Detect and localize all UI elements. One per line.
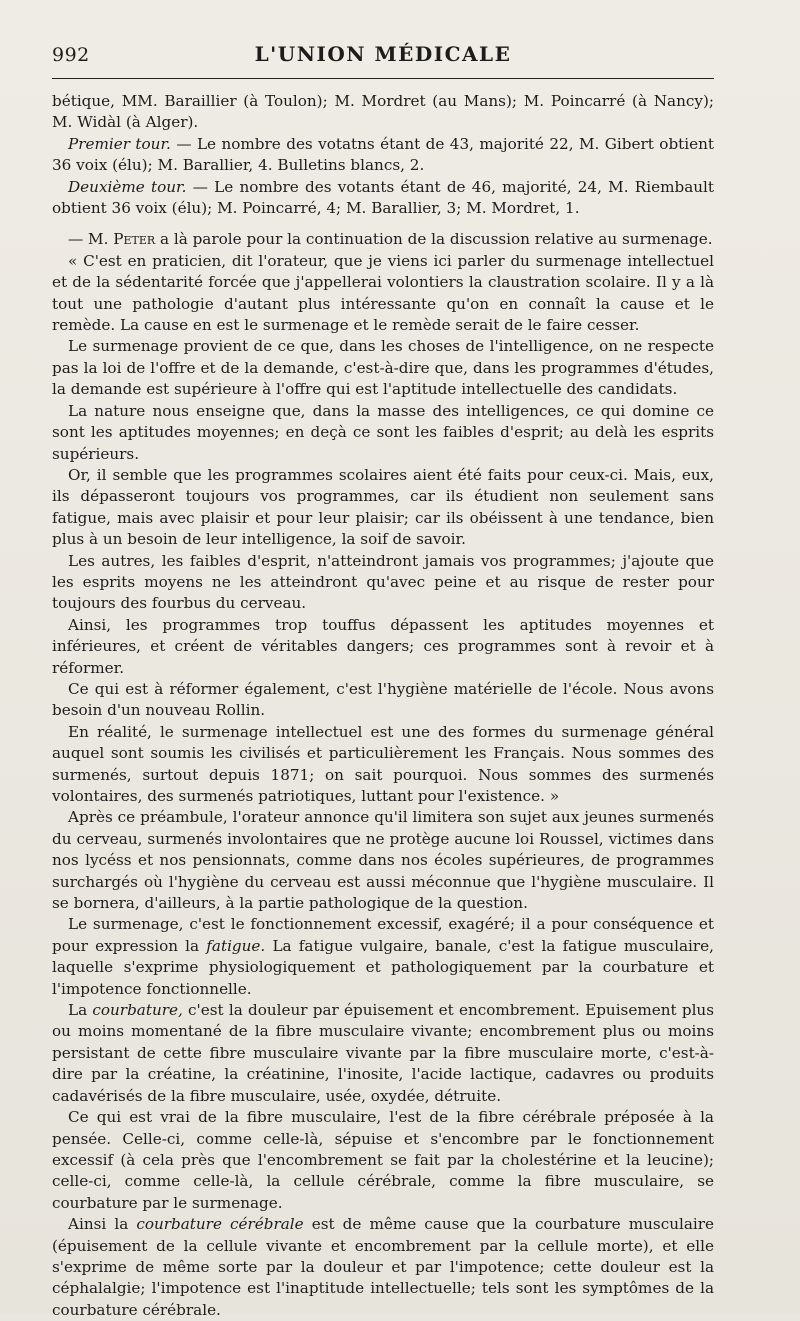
courbature-paragraph xyxy=(52,1000,714,1107)
final-paragraph xyxy=(52,1214,714,1321)
paragraph: Ce qui est à réformer également, c'est l'hygiène matérielle de l'école. Nous avons besoin d'un nouveau Rollin. xyxy=(52,679,714,720)
peter-text: a là parole pour la continuation de la discussion relative au surmenage. xyxy=(155,230,713,249)
final-text-before: Ainsi la xyxy=(68,1215,137,1234)
paragraph: Or, il semble que les programmes scolaires aient été faits pour ceux-ci. Mais, eux, ils dépasseront toujours vos programmes, car ils étudient non seulement sans fatigue, mais avec plaisir et pour leur plaisir; car ils obéissent à une tendance, bien plus à un besoin de leur intelligence, la soif de savoir. xyxy=(52,465,714,549)
second-round-text: — Le nombre des votants étant de 46, majorité, 24, M. Riembault obtient 36 voix (élu); M. Poincarré, 4; M. Barallier, 3; M. Mordret, 1. xyxy=(52,177,714,218)
fatigue-text-before: Le surmenage, c'est le fonctionnement excessif, exagéré; il a pour conséquence et pour expression la xyxy=(52,915,714,955)
fatigue-term: fatigue. xyxy=(206,936,266,955)
running-title: L'UNION MÉDICALE xyxy=(254,42,512,66)
second-round-label: Deuxième tour. xyxy=(68,177,187,196)
page-number: 992 xyxy=(52,44,90,66)
fatigue-paragraph xyxy=(52,914,714,1000)
paragraph: Après ce préambule, l'orateur annonce qu'il limitera son sujet aux jeunes surmenés du cerveau, surmenés involontaires que ne protège aucune loi Roussel, victimes dans nos lycéss et nos pensionnats, comme dans nos écoles supérieures, de programmes surchargés où l'hygiène du cerveau est aussi méconnue que l'hygiène musculaire. Il se bornera, d'ailleurs, à la partie pathologique de la question. xyxy=(52,808,714,913)
election-result-line: bétique, MM. Baraillier (à Toulon); M. Mordret (au Mans); M. Poincarré (à Nancy); M. Widàl (à Alger). xyxy=(52,92,714,132)
courbature-text-before: La xyxy=(68,1001,93,1020)
peter-paragraph xyxy=(52,229,714,250)
final-text-after: est de même cause que la courbature musculaire (épuisement de la cellule vivante et encombrement par la cellule morte), et elle s'exprime de même sorte par la douleur et par l'impotence; cette douleur est la céphalalgie; l'impotence est l'inaptitude intellectuelle; tels sont les symptômes de la courbature cérébrale. xyxy=(52,1215,715,1319)
second-round-paragraph xyxy=(52,177,714,220)
courbature-cerebrale-term: courbature cérébrale xyxy=(136,1215,304,1234)
body-text xyxy=(52,91,714,1321)
courbature-term: courbature, xyxy=(92,1001,183,1020)
page-header xyxy=(52,38,714,79)
first-round-text: — Le nombre des votatns étant de 43, majorité 22, M. Gibert obtient 36 voix (élu); M. Barallier, 4. Bulletins blancs, 2. xyxy=(52,134,714,175)
fibre-paragraph: Ce qui est vrai de la fibre musculaire, l'est de la fibre cérébrale préposée à la pensée. Celle-ci, comme celle-là, sépuise et s'encombre par le fonctionnement excessif (à cela près que l'encombrement se fait par la cholestérine et la leucine); celle-ci, comme celle-là, la cellule cérébrale, comme la fibre musculaire, se courbature par le surmenage. xyxy=(52,1108,714,1212)
first-round-paragraph xyxy=(52,134,714,177)
fatigue-text-after: La fatigue vulgaire, banale, c'est la fatigue musculaire, laquelle s'exprime physiologiquement et pathologiquement par la courbature et l'impotence fonctionnelle. xyxy=(52,936,714,998)
paragraph: Les autres, les faibles d'esprit, n'atteindront jamais vos programmes; j'ajoute que les esprits moyens ne les atteindront qu'avec peine et au risque de rester pour toujours des fourbus du cerveau. xyxy=(52,551,714,613)
peter-prefix: — M. xyxy=(68,230,114,249)
paragraph: Ainsi, les programmes trop touffus dépassent les aptitudes moyennes et inférieures, et créent de véritables dangers; ces programmes sont à revoir et à réformer. xyxy=(52,615,714,677)
paragraph: « C'est en praticien, dit l'orateur, que je viens ici parler du surmenage intellectuel et de la sédentarité forcée que j'appellerai volontiers la claustration scolaire. Il y a là tout une pathologie d'autant plus intéressante qu'on en connaît la cause et le remède. La cause en est le surmenage et le remède serait de le faire cesser. xyxy=(52,251,714,335)
first-round-label: Premier tour. xyxy=(68,134,171,153)
courbature-text-after: c'est la douleur par épuisement et encombrement. Epuisement plus ou moins momentané de la fibre musculaire vivante; encombrement plus ou moins persistant de cette fibre musculaire vivante par la fibre musculaire morte, c'est-à-dire par la créatine, la créatinine, l'inosite, l'acide lactique, cadavres ou produits cadavérisés de la fibre musculaire, usée, oxydée, détruite. xyxy=(52,1001,714,1105)
paragraph: Le surmenage provient de ce que, dans les choses de l'intelligence, on ne respecte pas la loi de l'offre et de la demande, c'est-à-dire que, dans les programmes d'études, la demande est supérieure à l'offre qui est l'aptitude intellectuelle des candidats. xyxy=(52,337,714,399)
speaker-name: Peter xyxy=(113,230,156,249)
section-spacer xyxy=(52,219,714,229)
paragraph: En réalité, le surmenage intellectuel est une des formes du surmenage général auquel sont soumis les civilisés et particulièrement les Français. Nous sommes des surmenés, surtout depuis 1871; on sait pourquoi. Nous sommes des surmenés volontaires, des surmenés patriotiques, luttant pour l'existence. » xyxy=(52,722,714,805)
paragraph: La nature nous enseigne que, dans la masse des intelligences, ce qui domine ce sont les aptitudes moyennes; en deçà ce sont les faibles d'esprit; au delà les esprits supérieurs. xyxy=(52,401,714,463)
